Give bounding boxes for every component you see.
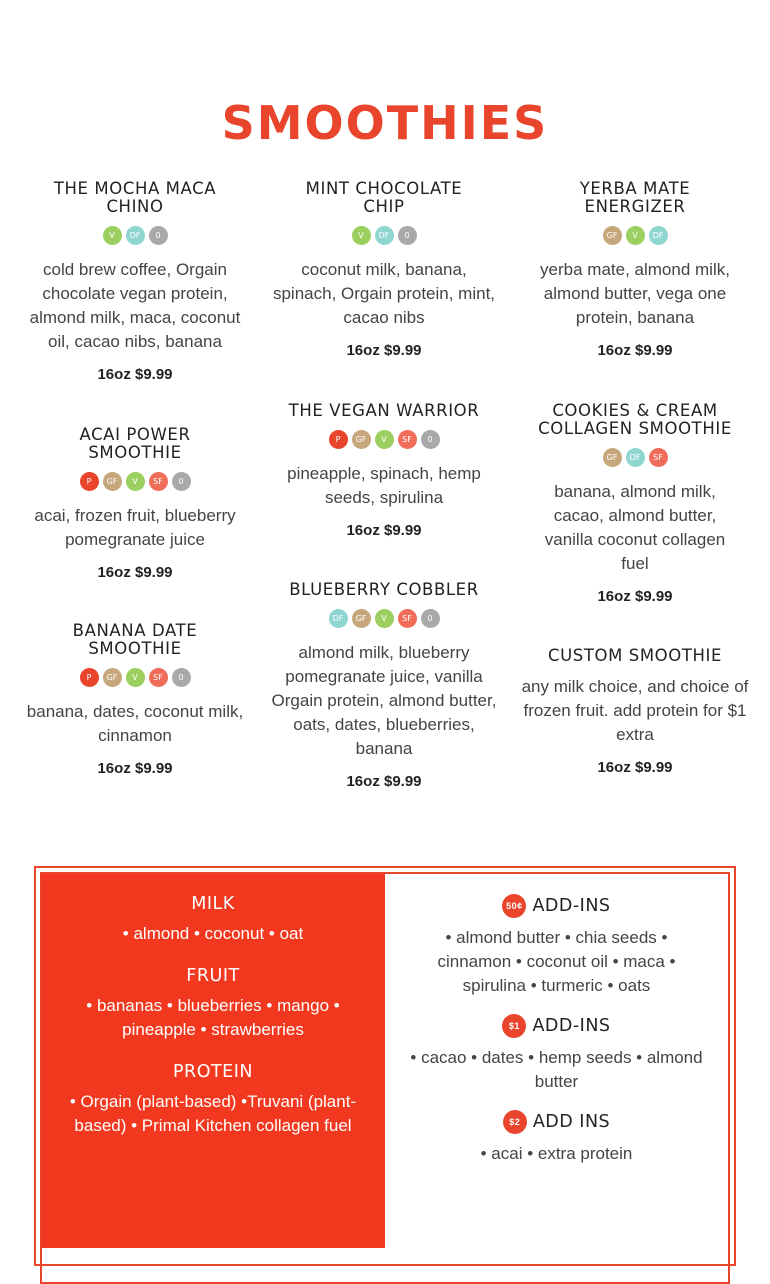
addins-section	[386, 1014, 727, 1094]
item-price: 16oz $9.99	[346, 522, 422, 539]
item-description: coconut milk, banana, spinach, Orgain protein, mint, cacao nibs	[272, 260, 496, 327]
tag-sf-icon: SF	[149, 472, 168, 491]
menu-column-1	[19, 180, 251, 777]
addins-heading	[386, 1110, 727, 1134]
tag-v-icon: V	[103, 226, 122, 245]
menu-item	[268, 402, 500, 581]
tag-0-icon: 0	[421, 430, 440, 449]
tag-df-icon: DF	[329, 609, 348, 628]
tag-df-icon: DF	[126, 226, 145, 245]
item-name: THE VEGAN WARRIOR	[288, 401, 480, 420]
menu-item	[268, 180, 500, 402]
item-name: YERBA MATE ENERGIZER	[579, 179, 691, 216]
tag-p-icon: P	[80, 472, 99, 491]
dietary-tags	[519, 448, 751, 470]
tag-sf-icon: SF	[149, 668, 168, 687]
page-title: SMOOTHIES	[221, 96, 549, 150]
menu-item	[19, 622, 251, 777]
tag-df-icon: DF	[626, 448, 645, 467]
addins-items: • almond butter • chia seeds • cinnamon • coconut oil • maca • spirulina • turmeric • oats	[437, 928, 676, 995]
tag-0-icon: 0	[172, 472, 191, 491]
addins-items: • cacao • dates • hemp seeds • almond butter	[410, 1048, 703, 1091]
tag-v-icon: V	[375, 430, 394, 449]
tag-gf-icon: GF	[352, 609, 371, 628]
tag-gf-icon: GF	[103, 668, 122, 687]
tag-gf-icon: GF	[603, 448, 622, 467]
dietary-tags	[19, 668, 251, 690]
dietary-tags	[268, 226, 500, 248]
menu-item	[519, 402, 751, 647]
base-options-box	[41, 874, 385, 1248]
menu-item	[519, 647, 751, 776]
menu-item	[519, 180, 751, 402]
item-name: ACAI POWER SMOOTHIE	[79, 425, 191, 462]
addins-section	[386, 894, 727, 998]
item-name: CUSTOM SMOOTHIE	[547, 646, 723, 665]
tag-v-icon: V	[626, 226, 645, 245]
tag-gf-icon: GF	[103, 472, 122, 491]
tag-p-icon: P	[329, 430, 348, 449]
tag-gf-icon: GF	[603, 226, 622, 245]
item-price: 16oz $9.99	[597, 759, 673, 776]
item-description: yerba mate, almond milk, almond butter, vega one protein, banana	[540, 260, 730, 327]
tag-v-icon: V	[352, 226, 371, 245]
tag-df-icon: DF	[649, 226, 668, 245]
tag-gf-icon: GF	[352, 430, 371, 449]
item-price: 16oz $9.99	[346, 342, 422, 359]
menu-column-3	[519, 180, 751, 776]
addins-heading	[386, 894, 727, 918]
item-description: cold brew coffee, Orgain chocolate vegan protein, almond milk, maca, coconut oil, cacao nibs, banana	[29, 260, 241, 351]
addins-section	[386, 1110, 727, 1166]
price-badge: $1	[502, 1014, 526, 1038]
milk-items: • almond • coconut • oat	[122, 924, 304, 943]
tag-sf-icon: SF	[649, 448, 668, 467]
item-name: BANANA DATE SMOOTHIE	[72, 621, 198, 658]
tag-v-icon: V	[126, 472, 145, 491]
dietary-tags	[19, 472, 251, 494]
dietary-tags	[268, 609, 500, 631]
item-description: pineapple, spinach, hemp seeds, spirulina	[287, 464, 481, 507]
tag-sf-icon: SF	[398, 430, 417, 449]
menu-column-2	[268, 180, 500, 790]
price-badge: $2	[503, 1110, 527, 1134]
tag-0-icon: 0	[421, 609, 440, 628]
item-name: MINT CHOCOLATE CHIP	[305, 179, 463, 216]
addins-heading-label: ADD-INS	[532, 1016, 611, 1036]
tag-v-icon: V	[375, 609, 394, 628]
addins-items: • acai • extra protein	[480, 1144, 633, 1163]
item-name: COOKIES & CREAM COLLAGEN SMOOTHIE	[538, 401, 732, 438]
dietary-tags	[519, 226, 751, 248]
menu-item	[19, 426, 251, 622]
item-price: 16oz $9.99	[97, 760, 173, 777]
milk-heading: MILK	[191, 894, 235, 914]
dietary-tags	[19, 226, 251, 248]
menu-item	[268, 581, 500, 790]
addins-box	[386, 874, 727, 1248]
item-description: almond milk, blueberry pomegranate juice, vanilla Orgain protein, almond butter, oats, dates, blueberries, banana	[271, 643, 497, 758]
item-price: 16oz $9.99	[346, 773, 422, 790]
tag-df-icon: DF	[375, 226, 394, 245]
item-description: any milk choice, and choice of frozen fruit. add protein for $1 extra	[521, 677, 749, 744]
item-price: 16oz $9.99	[597, 588, 673, 605]
item-price: 16oz $9.99	[597, 342, 673, 359]
menu-item	[19, 180, 251, 426]
item-description: acai, frozen fruit, blueberry pomegranate juice	[34, 506, 236, 549]
addins-heading-label: ADD INS	[532, 1112, 611, 1132]
item-name: BLUEBERRY COBBLER	[289, 580, 479, 599]
item-price: 16oz $9.99	[97, 366, 173, 383]
protein-heading: PROTEIN	[173, 1062, 253, 1082]
tag-p-icon: P	[80, 668, 99, 687]
tag-v-icon: V	[126, 668, 145, 687]
addins-heading	[386, 1014, 727, 1038]
tag-0-icon: 0	[398, 226, 417, 245]
item-description: banana, dates, coconut milk, cinnamon	[26, 702, 244, 745]
tag-sf-icon: SF	[398, 609, 417, 628]
tag-0-icon: 0	[149, 226, 168, 245]
item-description: banana, almond milk, cacao, almond butter, vanilla coconut collagen fuel	[544, 482, 726, 573]
item-price: 16oz $9.99	[97, 564, 173, 581]
price-badge: 50¢	[502, 894, 526, 918]
fruit-heading: FRUIT	[186, 966, 240, 986]
dietary-tags	[268, 430, 500, 452]
tag-0-icon: 0	[172, 668, 191, 687]
protein-items: • Orgain (plant-based) •Truvani (plant-based) • Primal Kitchen collagen fuel	[69, 1092, 357, 1135]
item-name: THE MOCHA MACA CHINO	[53, 179, 217, 216]
fruit-items: • bananas • blueberries • mango • pineapple • strawberries	[86, 996, 340, 1039]
addins-heading-label: ADD-INS	[532, 896, 611, 916]
